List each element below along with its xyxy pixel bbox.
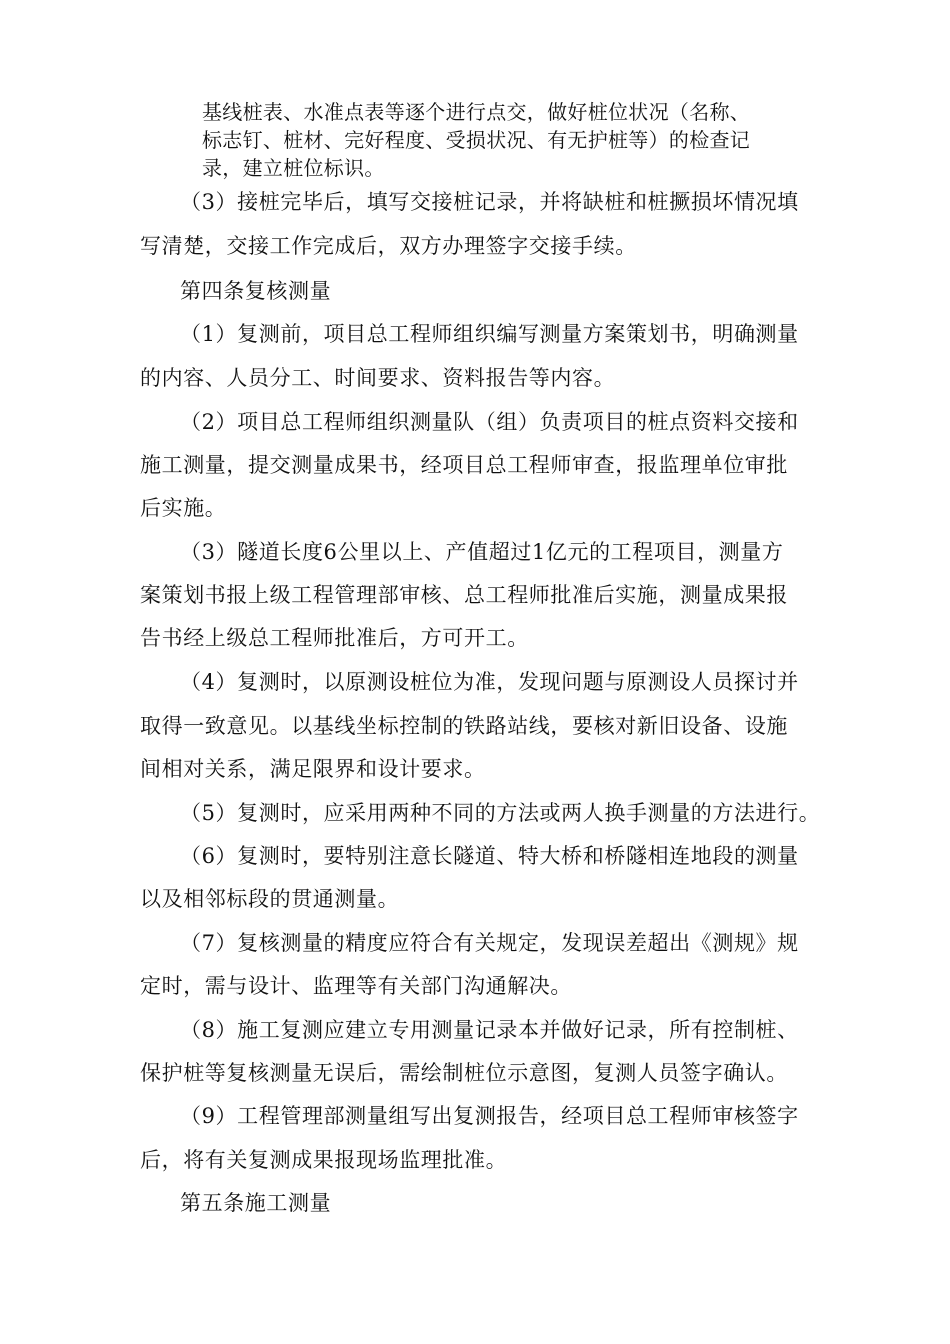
text-line: 写清楚，交接工作完成后，双方办理签字交接手续。 <box>140 234 637 258</box>
text-line: 告书经上级总工程师批准后，方可开工。 <box>140 626 529 650</box>
text-line: 录，建立桩位标识。 <box>202 156 385 180</box>
paragraph-first-line: （7）复核测量的精度应符合有关规定，发现误差超出《测规》规 <box>180 931 799 955</box>
text-line: 后实施。 <box>140 496 227 520</box>
paragraph-first-line: （6）复测时，要特别注意长隧道、特大桥和桥隧相连地段的测量 <box>180 844 799 868</box>
paragraph-first-line: （2）项目总工程师组织测量队（组）负责项目的桩点资料交接和 <box>180 410 799 434</box>
paragraph-first-line: （3）接桩完毕后，填写交接桩记录，并将缺桩和桩撅损坏情况填 <box>180 190 799 214</box>
text-line: 后，将有关复测成果报现场监理批准。 <box>140 1148 508 1172</box>
paragraph-first-line: （8）施工复测应建立专用测量记录本并做好记录，所有控制桩、 <box>180 1018 799 1042</box>
text-line: 取得一致意见。以基线坐标控制的铁路站线，要核对新旧设备、设施 <box>140 714 788 738</box>
text-line: 施工测量，提交测量成果书，经项目总工程师审查，报监理单位审批 <box>140 453 788 477</box>
section-heading: 第五条施工测量 <box>180 1191 332 1215</box>
text-line: 基线桩表、水准点表等逐个进行点交，做好桩位状况（名称、 <box>202 100 751 124</box>
paragraph-first-line: （1）复测前，项目总工程师组织编写测量方案策划书，明确测量 <box>180 322 799 346</box>
paragraph-first-line: （9）工程管理部测量组写出复测报告，经项目总工程师审核签字 <box>180 1104 799 1128</box>
text-line: 定时，需与设计、监理等有关部门沟通解决。 <box>140 974 572 998</box>
text-line: 案策划书报上级工程管理部审核、总工程师批准后实施，测量成果报 <box>140 583 788 607</box>
paragraph-first-line: （3）隧道长度6公里以上、产值超过1亿元的工程项目，测量方 <box>180 540 784 564</box>
text-line: 保护桩等复核测量无误后，需绘制桩位示意图，复测人员签字确认。 <box>140 1061 788 1085</box>
text-line: 以及相邻标段的贯通测量。 <box>140 887 400 911</box>
text-line: 间相对关系，满足限界和设计要求。 <box>140 757 486 781</box>
section-heading: 第四条复核测量 <box>180 279 332 303</box>
paragraph-first-line: （4）复测时，以原测设桩位为准，发现问题与原测设人员探讨并 <box>180 670 799 694</box>
paragraph-first-line: （5）复测时，应采用两种不同的方法或两人换手测量的方法进行。 <box>180 801 821 825</box>
text-line: 的内容、人员分工、时间要求、资料报告等内容。 <box>140 366 616 390</box>
text-line: 标志钉、桩材、完好程度、受损状况、有无护桩等）的检查记 <box>202 128 751 152</box>
